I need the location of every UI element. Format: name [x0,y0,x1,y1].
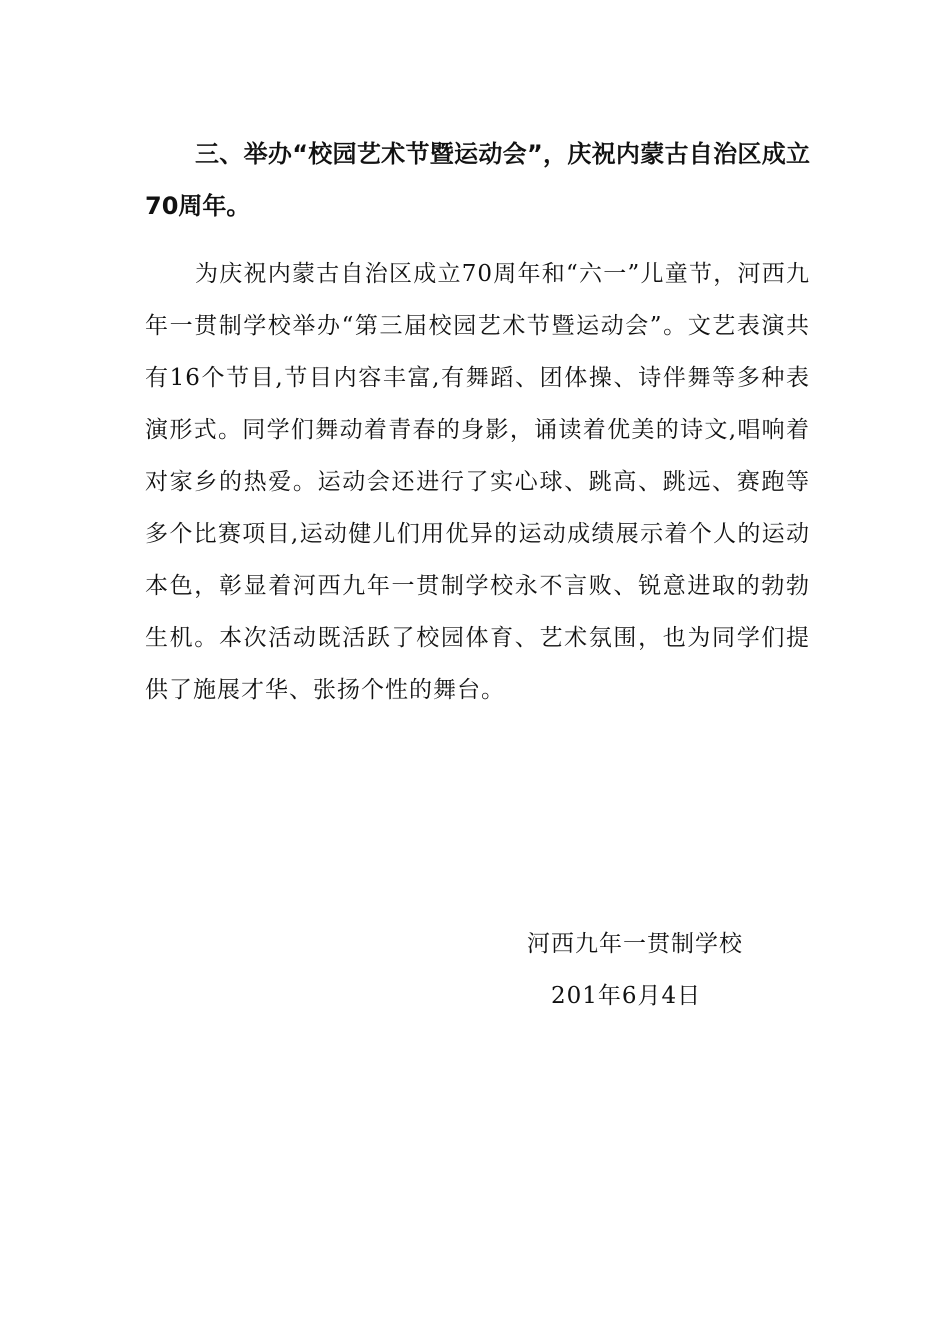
signature-organization: 河西九年一贯制学校 [527,931,743,957]
signature-date: 201年6月4日 [551,983,702,1009]
section-heading: 三、举办“校园艺术节暨运动会”，庆祝内蒙古自治区成立70周年。 [145,140,810,220]
body-paragraph: 为庆祝内蒙古自治区成立70周年和“六一”儿童节，河西九年一贯制学校举办“第三届校园艺术节暨运动会”。文艺表演共有16个节目,节目内容丰富,有舞蹈、团体操、诗伴舞等多种表演形式。同学们舞动着青春的身影，诵读着优美的诗文,唱响着对家乡的热爱。运动会还进行了实心球、跳高、跳远、赛跑等多个比赛项目,运动健儿们用优异的运动成绩展示着个人的运动本色，彰显着河西九年一贯制学校永不言败、锐意进取的勃勃生机。本次活动既活跃了校园体育、艺术氛围，也为同学们提供了施展才华、张扬个性的舞台。 [145,261,810,703]
signature-block [527,918,787,1022]
